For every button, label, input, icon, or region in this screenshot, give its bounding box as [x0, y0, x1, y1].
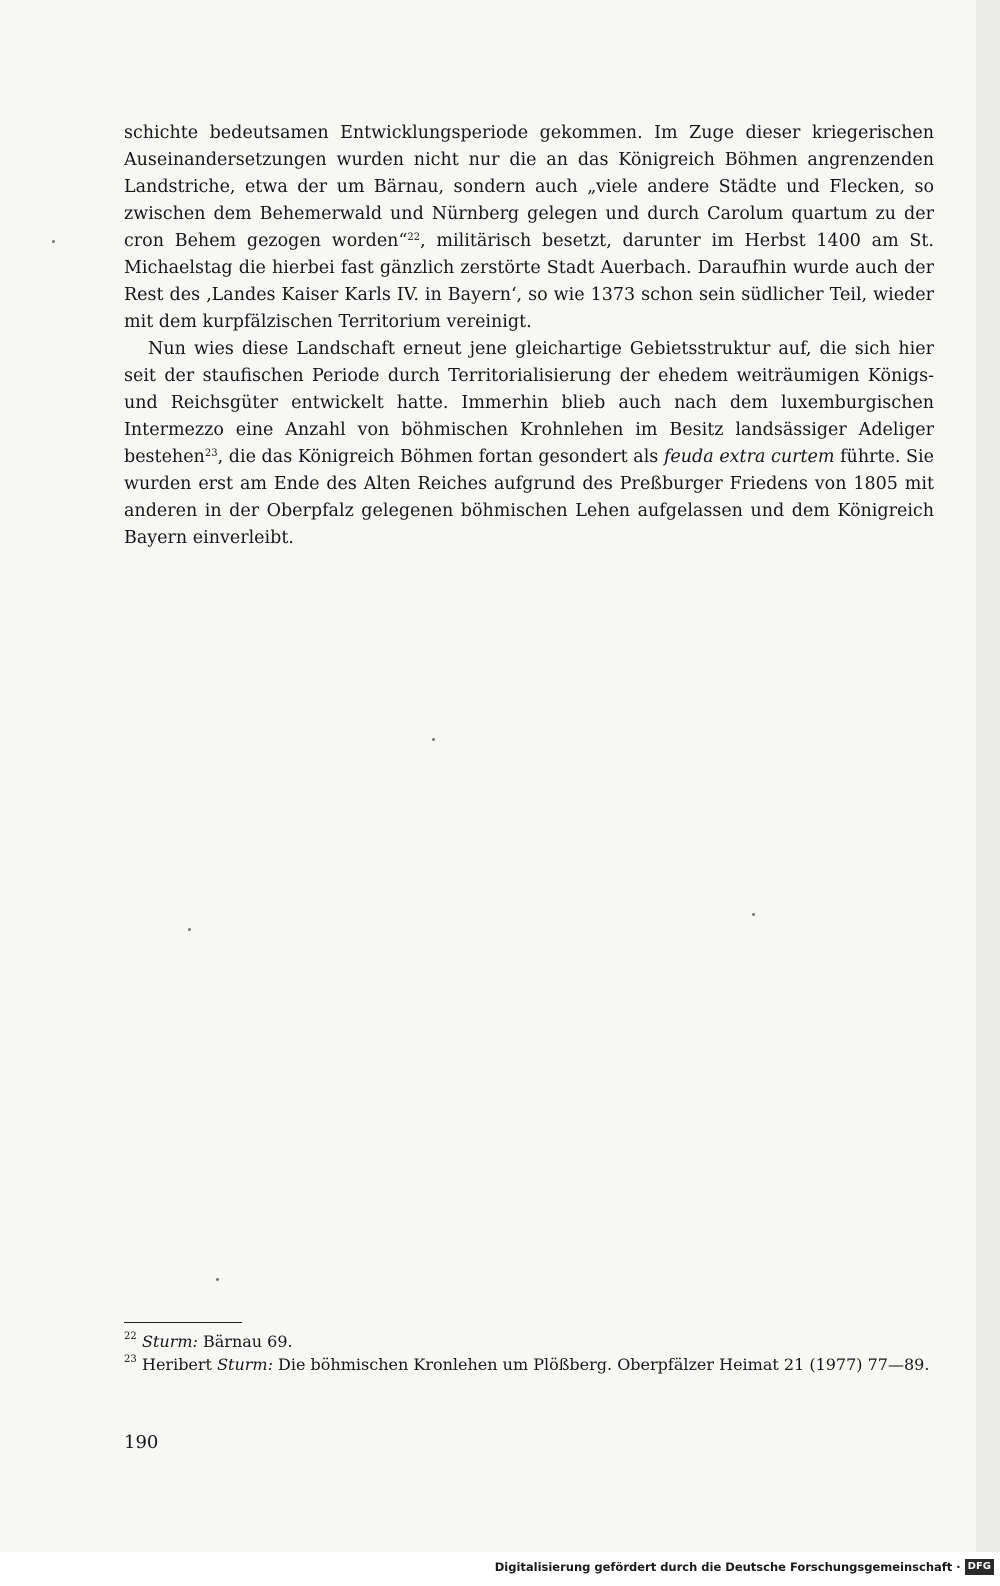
footnote-text — [142, 1330, 934, 1353]
paragraph-2 — [124, 336, 934, 552]
credit-text: Digitalisierung gefördert durch die Deutsche Forschungsgemeinschaft · — [494, 1560, 961, 1574]
scan-edge — [976, 0, 1000, 1552]
italic-term: feuda extra curtem — [663, 447, 835, 467]
footnote-text — [142, 1353, 934, 1376]
paragraph-2-part-3: führte. Sie wurden erst am Ende des Alten Reiches aufgrund des Preßburger Friedens von 1805 mit anderen in der Oberpfalz gelegenen böhmischen Lehen aufgelassen und dem Königreich Bayern einverleibt. — [124, 447, 934, 548]
footnote-number: 22 — [124, 1331, 137, 1342]
footnote-reference-22[interactable]: 22 — [407, 232, 421, 243]
dfg-logo: DFG — [965, 1559, 994, 1575]
scan-speck — [432, 738, 435, 741]
footnote-author: Sturm: — [142, 1332, 198, 1351]
scan-speck — [188, 928, 191, 931]
footnotes — [124, 1330, 934, 1376]
footnote-separator — [124, 1322, 242, 1323]
paragraph-1 — [124, 120, 934, 336]
paragraph-1-part-2: , militärisch besetzt, darunter im Herbst 1400 am St. Michaelstag die hierbei fast gänzlich zerstörte Stadt Auerbach. Daraufhin wurde auch der Rest des ‚Landes Kaiser Karls IV. in Bayern‘, so wie 1373 schon sein südlicher Teil, wieder mit dem kurpfälzischen Territorium vereinigt. — [124, 231, 934, 332]
digitization-credit — [495, 1554, 994, 1580]
footnote-reference-23[interactable]: 23 — [204, 448, 218, 459]
scan-speck — [752, 913, 755, 916]
footnote-22 — [124, 1330, 934, 1353]
footnote-prefix: Heribert — [142, 1355, 218, 1374]
footnote-author: Sturm: — [217, 1355, 273, 1374]
scan-speck — [52, 240, 55, 243]
body-text — [124, 120, 934, 552]
paragraph-2-part-1: Nun wies diese Landschaft erneut jene gleichartige Gebietsstruktur auf, die sich hier seit der staufischen Periode durch Territorialisierung der ehedem weiträumigen Königs- und Reichsgüter entwickelt hatte. Immerhin blieb auch nach dem luxemburgischen Intermezzo eine Anzahl von böhmischen Krohnlehen im Besitz landsässiger Adeliger bestehen — [124, 339, 934, 467]
footnote-23 — [124, 1353, 934, 1376]
footnote-content: Bärnau 69. — [197, 1332, 293, 1351]
page-number: 190 — [124, 1432, 159, 1453]
paragraph-1-part-1: schichte bedeutsamen Entwicklungsperiode gekommen. Im Zuge dieser kriegerischen Auseinandersetzungen wurden nicht nur die an das Königreich Böhmen angrenzenden Landstriche, etwa der um Bärnau, sondern auch „viele andere Städte und Flecken, so zwischen dem Behemerwald und Nürnberg gelegen und durch Carolum quartum zu der cron Behem gezogen worden“ — [124, 123, 934, 251]
scan-speck — [216, 1278, 219, 1281]
footnote-content: Die böhmischen Kronlehen um Plößberg. Oberpfälzer Heimat 21 (1977) 77—89. — [272, 1355, 930, 1374]
paragraph-2-part-2: , die das Königreich Böhmen fortan gesondert als — [217, 447, 664, 467]
footnote-number: 23 — [124, 1354, 137, 1365]
